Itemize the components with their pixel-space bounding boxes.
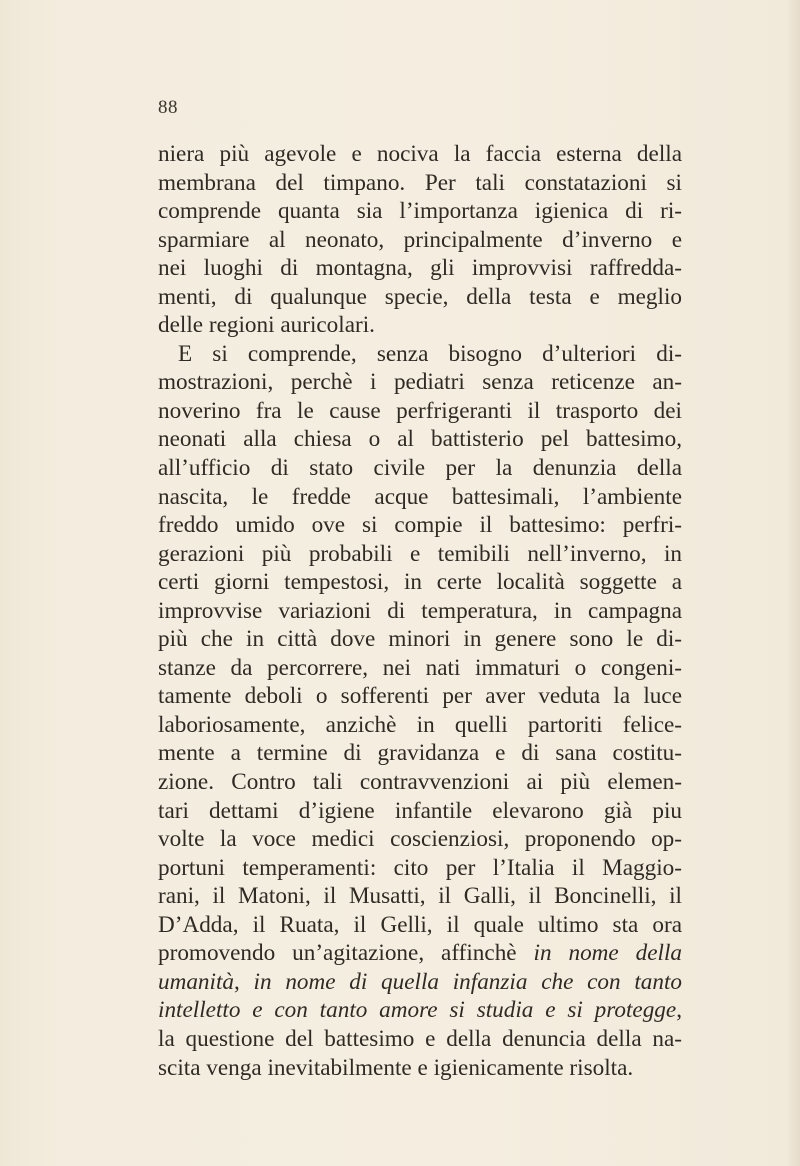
text-segment: laboriosamente, anzichè in quelli partoriti felice- (158, 711, 682, 738)
text-segment: la questione del battesimo e della denuncia della na- (158, 1025, 682, 1052)
text-segment: all’ufficio di stato civile per la denunzia della (158, 455, 682, 482)
text-line (158, 483, 682, 512)
text-segment: promovendo un’agitazione, affinchè (158, 940, 534, 967)
text-line (158, 911, 682, 940)
text-segment: gerazioni più probabili e temibili nell’inverno, in (158, 540, 682, 567)
page-number: 88 (158, 97, 178, 118)
italic-text: umanità (158, 968, 235, 995)
text-segment: scita venga inevitabilmente e igienicamente risolta. (158, 1054, 634, 1081)
text-segment: , (234, 968, 254, 995)
text-segment: nei luoghi di montagna, gli improvvisi raffredda- (158, 255, 682, 282)
text-line (158, 140, 682, 169)
text-line (158, 254, 682, 283)
italic-text: in nome di quella infanzia che con tanto (253, 968, 682, 995)
text-segment: stanze da percorrere, nei nati immaturi o congeni- (158, 654, 682, 681)
text-line (158, 768, 682, 797)
text-line (158, 425, 682, 454)
text-segment: delle regioni auricolari. (158, 312, 375, 339)
text-segment: neonati alla chiesa o al battisterio pel battesimo, (158, 426, 682, 453)
text-line (158, 711, 682, 740)
text-segment: zione. Contro tali contravvenzioni ai più elemen- (158, 769, 682, 796)
text-segment: comprende quanta sia l’importanza igienica di ri- (158, 198, 682, 225)
text-segment: nascita, le fredde acque battesimali, l’ambiente (158, 483, 682, 510)
text-line (158, 854, 682, 883)
text-line (158, 368, 682, 397)
text-segment: mente a termine di gravidanza e di sana costitu- (158, 740, 682, 767)
text-line (158, 169, 682, 198)
text-segment: D’Adda, il Ruata, il Gelli, il quale ultimo sta ora (158, 911, 682, 938)
text-segment: noverino fra le cause perfrigeranti il trasporto dei (158, 397, 682, 424)
text-segment: certi giorni tempestosi, in certe località soggette a (158, 569, 682, 596)
text-segment: rani, il Matoni, il Musatti, il Galli, il Boncinelli, il (158, 883, 682, 910)
text-segment: sparmiare al neonato, principalmente d’inverno e (158, 226, 682, 253)
text-line (158, 654, 682, 683)
text-segment: più che in città dove minori in genere sono le di- (158, 626, 682, 653)
text-line (158, 197, 682, 226)
text-segment: portuni temperamenti: cito per l’Italia il Maggio- (158, 854, 682, 881)
text-line (158, 625, 682, 654)
text-segment: , (676, 997, 682, 1024)
text-segment: mostrazioni, perchè i pediatri senza reticenze an- (158, 369, 682, 396)
text-line (158, 882, 682, 911)
text-segment: volte la voce medici coscienziosi, proponendo op- (158, 826, 682, 853)
text-line (158, 340, 682, 369)
text-line (158, 825, 682, 854)
text-segment: freddo umido ove si compie il battesimo: perfri- (158, 512, 682, 539)
text-line (158, 996, 682, 1025)
text-line (158, 682, 682, 711)
text-segment: tamente deboli o sofferenti per aver veduta la luce (158, 683, 682, 710)
text-segment: tari dettami d’igiene infantile elevarono già piu (158, 797, 682, 824)
italic-text: intelletto e con tanto amore si studia e si protegge (158, 997, 677, 1024)
text-line (158, 511, 682, 540)
text-line (158, 797, 682, 826)
text-line (158, 1025, 682, 1054)
text-segment: niera più agevole e nociva la faccia esterna della (158, 141, 682, 167)
text-segment: membrana del timpano. Per tali constatazioni si (158, 169, 682, 196)
text-line (158, 397, 682, 426)
text-line (158, 540, 682, 569)
text-line (158, 968, 682, 997)
text-line (158, 1054, 682, 1083)
text-line (158, 226, 682, 255)
text-line (158, 454, 682, 483)
text-segment: improvvise variazioni di temperatura, in campagna (158, 597, 682, 624)
text-line (158, 283, 682, 312)
text-segment: menti, di qualunque specie, della testa e meglio (158, 283, 682, 310)
text-line (158, 939, 682, 968)
text-line (158, 568, 682, 597)
text-line (158, 597, 682, 626)
text-line (158, 739, 682, 768)
text-segment: E si comprende, senza bisogno d’ulteriori di- (178, 340, 682, 367)
page-edge-shadow (786, 0, 800, 1166)
italic-text: in nome della (533, 940, 683, 967)
text-line (158, 311, 682, 340)
body-text (158, 140, 682, 1082)
